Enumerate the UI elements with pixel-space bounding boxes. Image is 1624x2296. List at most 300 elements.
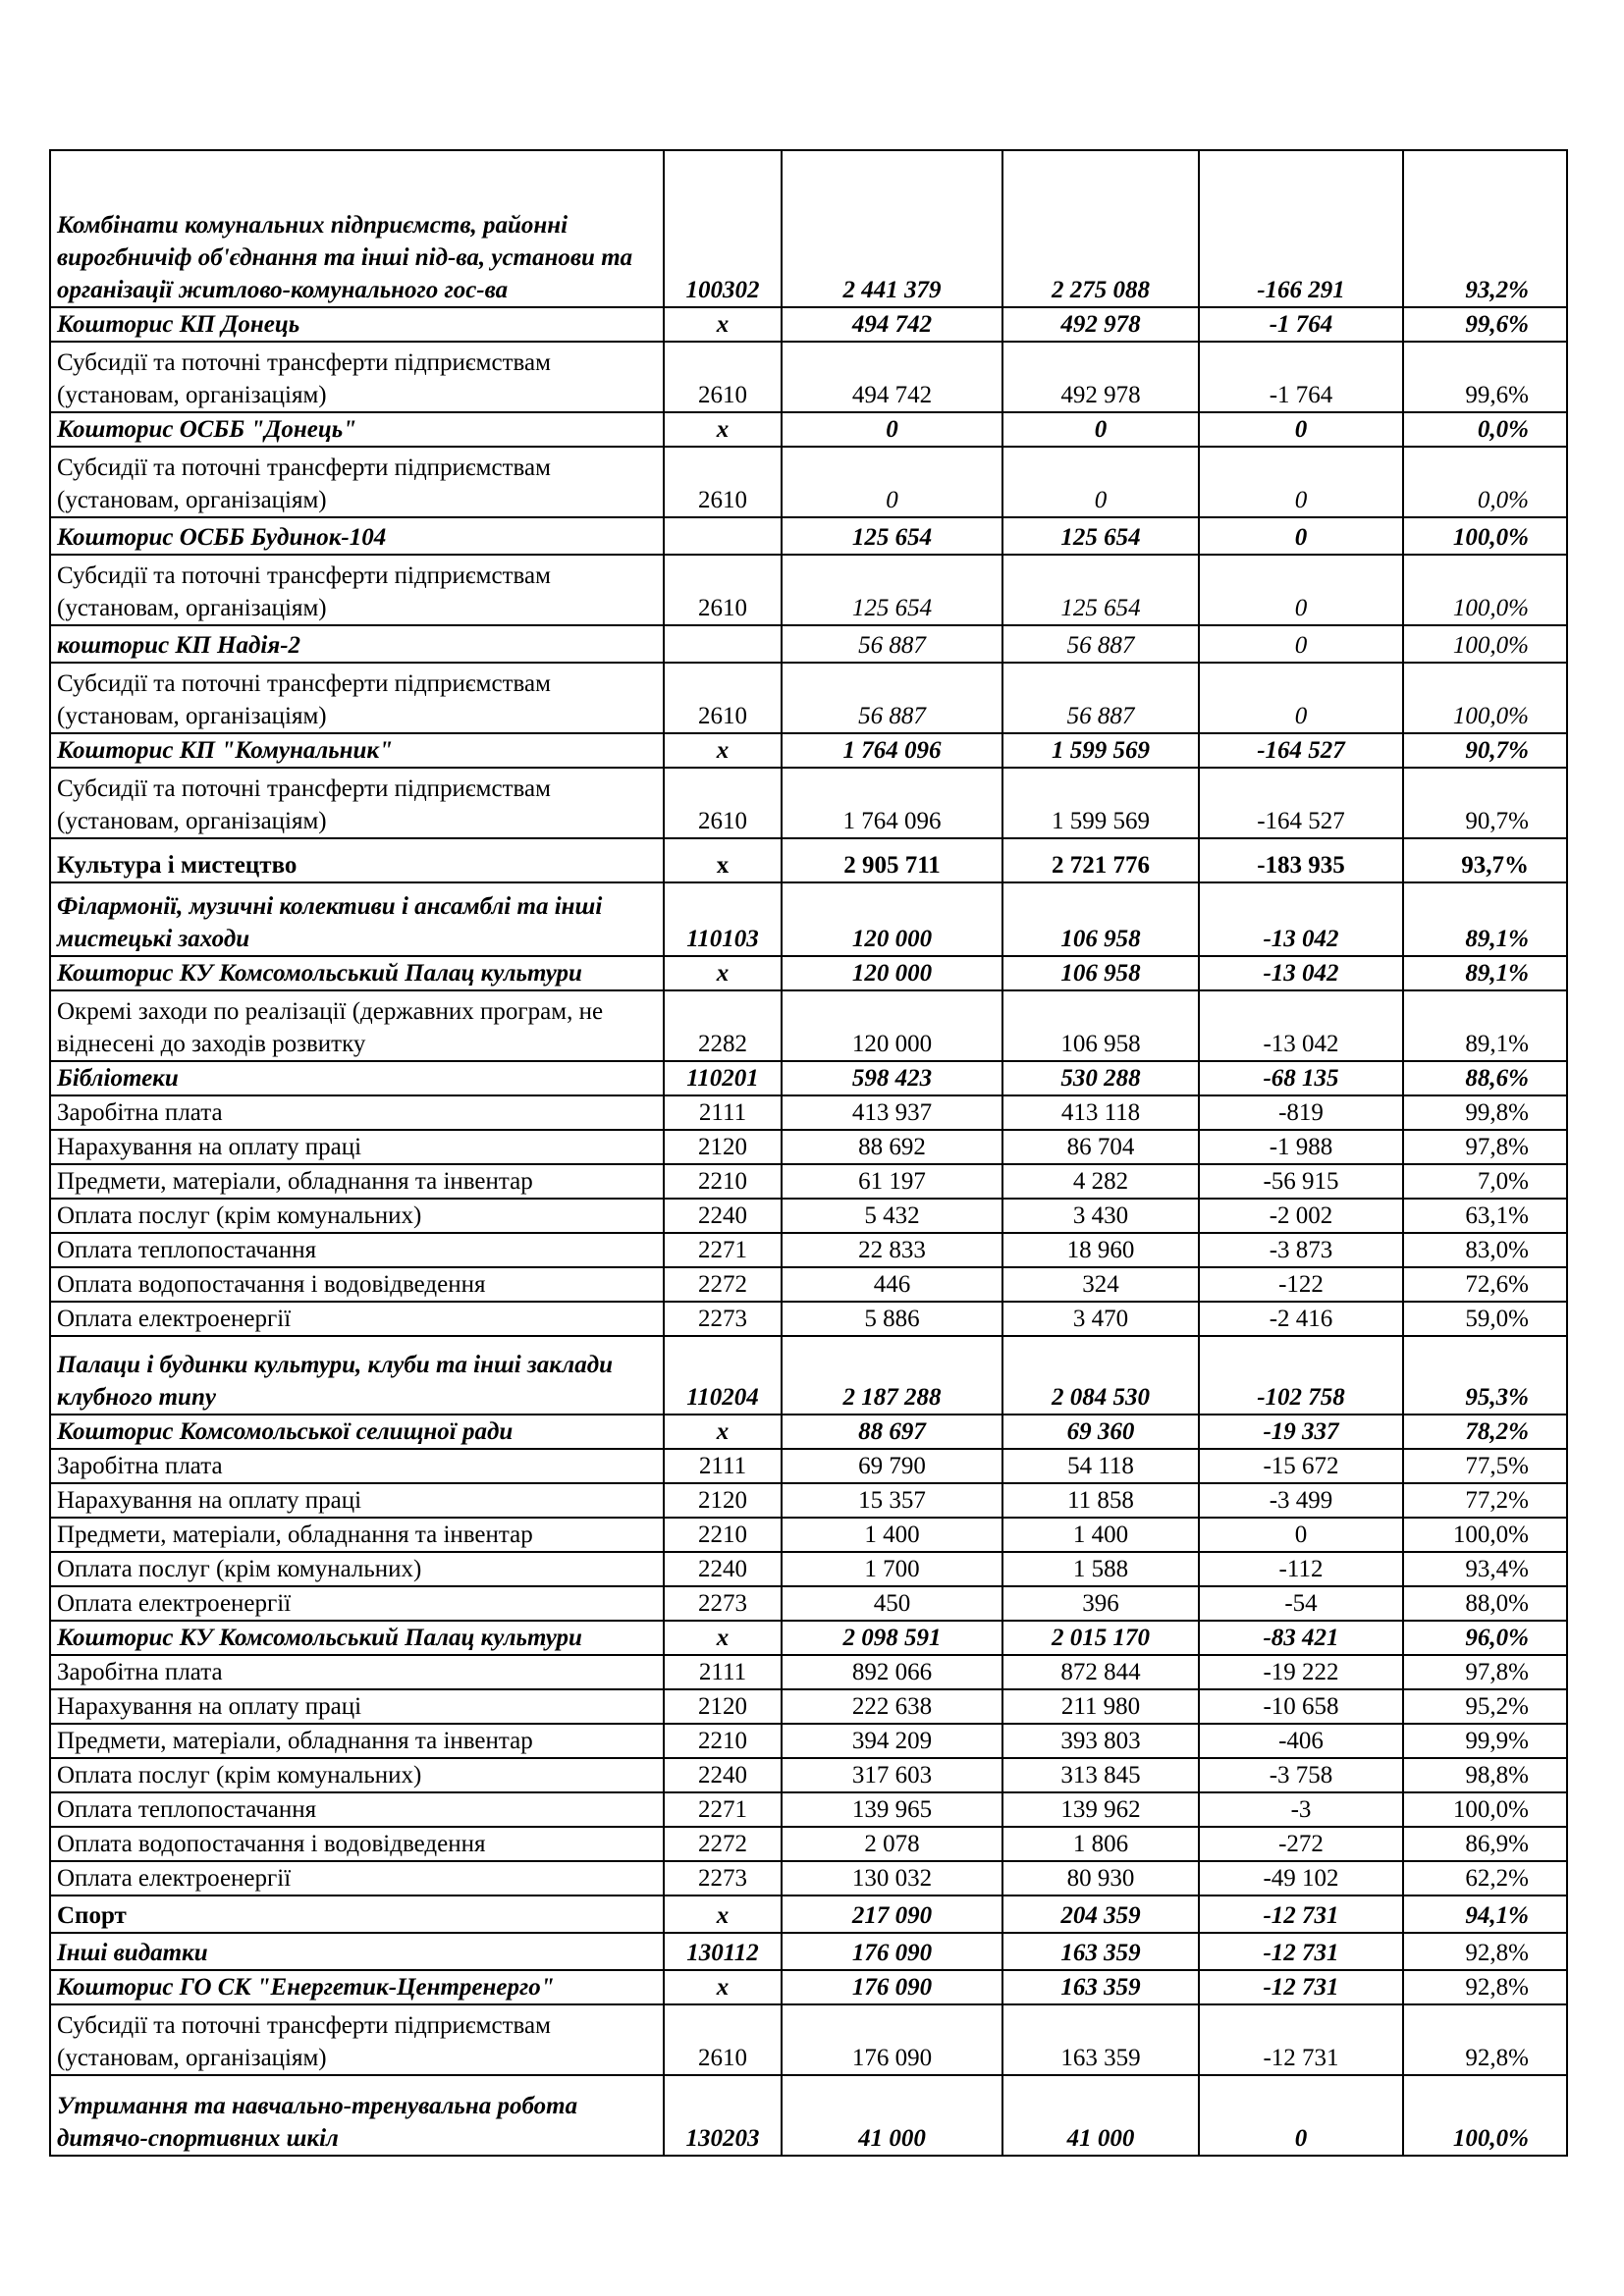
item-code: 2111 [664,1655,782,1689]
actual-amount: 125 654 [1002,517,1199,555]
actual-amount: 163 359 [1002,1933,1199,1970]
actual-amount: 106 958 [1002,990,1199,1061]
deviation-amount: -54 [1199,1586,1403,1621]
deviation-amount: -406 [1199,1724,1403,1758]
actual-amount: 413 118 [1002,1095,1199,1130]
table-row [50,1792,1567,1827]
actual-amount: 2 084 530 [1002,1336,1199,1415]
item-name: Бібліотеки [50,1061,664,1095]
item-code: 2610 [664,555,782,625]
item-code: 2273 [664,1861,782,1896]
item-name: Культура і мистецтво [50,838,664,882]
planned-amount: 120 000 [782,882,1002,956]
planned-amount: 413 937 [782,1095,1002,1130]
planned-amount: 61 197 [782,1164,1002,1199]
deviation-amount: -1 764 [1199,307,1403,342]
table-row [50,447,1567,517]
deviation-amount: -3 499 [1199,1483,1403,1518]
item-name: Заробітна плата [50,1655,664,1689]
execution-percent: 88,6% [1403,1061,1567,1095]
actual-amount: 4 282 [1002,1164,1199,1199]
execution-percent: 89,1% [1403,882,1567,956]
table-row [50,1861,1567,1896]
planned-amount: 446 [782,1267,1002,1302]
planned-amount: 2 098 591 [782,1621,1002,1655]
item-code: х [664,1896,782,1933]
deviation-amount: -122 [1199,1267,1403,1302]
item-name: Заробітна плата [50,1449,664,1483]
deviation-amount: -1 988 [1199,1130,1403,1164]
table-row [50,1061,1567,1095]
execution-percent: 89,1% [1403,956,1567,990]
deviation-amount: -68 135 [1199,1061,1403,1095]
table-row [50,733,1567,768]
table-row [50,1199,1567,1233]
execution-percent: 72,6% [1403,1267,1567,1302]
actual-amount: 1 400 [1002,1518,1199,1552]
planned-amount: 176 090 [782,1970,1002,2004]
execution-percent: 62,2% [1403,1861,1567,1896]
item-name: Нарахування на оплату праці [50,1483,664,1518]
actual-amount: 492 978 [1002,342,1199,412]
deviation-amount: -166 291 [1199,150,1403,307]
item-name: Оплата електроенергії [50,1861,664,1896]
actual-amount: 163 359 [1002,2004,1199,2075]
execution-percent: 63,1% [1403,1199,1567,1233]
actual-amount: 106 958 [1002,956,1199,990]
item-code: х [664,838,782,882]
deviation-amount: -15 672 [1199,1449,1403,1483]
planned-amount: 2 905 711 [782,838,1002,882]
deviation-amount: 0 [1199,555,1403,625]
item-code: 2210 [664,1164,782,1199]
actual-amount: 54 118 [1002,1449,1199,1483]
item-name: Субсидії та поточні трансферти підприємствам (установам, організаціям) [50,342,664,412]
item-name: Предмети, матеріали, обладнання та інвентар [50,1164,664,1199]
execution-percent: 83,0% [1403,1233,1567,1267]
planned-amount: 125 654 [782,555,1002,625]
deviation-amount: -164 527 [1199,768,1403,838]
planned-amount: 139 965 [782,1792,1002,1827]
actual-amount: 1 599 569 [1002,733,1199,768]
execution-percent: 90,7% [1403,733,1567,768]
table-row [50,1552,1567,1586]
execution-percent: 92,8% [1403,2004,1567,2075]
table-row [50,663,1567,733]
planned-amount: 125 654 [782,517,1002,555]
actual-amount: 11 858 [1002,1483,1199,1518]
execution-percent: 100,0% [1403,1518,1567,1552]
item-code: х [664,412,782,447]
table-row [50,1267,1567,1302]
planned-amount: 22 833 [782,1233,1002,1267]
table-row [50,517,1567,555]
item-name: Кошторис КУ Комсомольський Палац культури [50,956,664,990]
item-code: х [664,1621,782,1655]
actual-amount: 56 887 [1002,663,1199,733]
deviation-amount: -3 758 [1199,1758,1403,1792]
actual-amount: 86 704 [1002,1130,1199,1164]
table-row [50,1621,1567,1655]
deviation-amount: -12 731 [1199,2004,1403,2075]
item-name: Оплата теплопостачання [50,1233,664,1267]
item-code: 2610 [664,768,782,838]
actual-amount: 492 978 [1002,307,1199,342]
table-row [50,1689,1567,1724]
execution-percent: 77,5% [1403,1449,1567,1483]
deviation-amount: -102 758 [1199,1336,1403,1415]
item-name: Оплата послуг (крім комунальних) [50,1758,664,1792]
item-name: Палаци і будинки культури, клуби та інші заклади клубного типу [50,1336,664,1415]
execution-percent: 92,8% [1403,1933,1567,1970]
item-code: 2610 [664,663,782,733]
actual-amount: 2 015 170 [1002,1621,1199,1655]
execution-percent: 89,1% [1403,990,1567,1061]
actual-amount: 2 721 776 [1002,838,1199,882]
item-code: х [664,956,782,990]
actual-amount: 0 [1002,412,1199,447]
item-code: х [664,733,782,768]
item-name: Оплата електроенергії [50,1302,664,1336]
item-code: 130112 [664,1933,782,1970]
planned-amount: 176 090 [782,1933,1002,1970]
deviation-amount: -56 915 [1199,1164,1403,1199]
item-code: 2240 [664,1199,782,1233]
actual-amount: 139 962 [1002,1792,1199,1827]
execution-percent: 86,9% [1403,1827,1567,1861]
execution-percent: 99,8% [1403,1095,1567,1130]
execution-percent: 77,2% [1403,1483,1567,1518]
table-row [50,1336,1567,1415]
item-name: Субсидії та поточні трансферти підприємствам (установам, організаціям) [50,768,664,838]
item-name: Окремі заходи по реалізації (державних програм, не віднесені до заходів розвитку [50,990,664,1061]
table-row [50,150,1567,307]
planned-amount: 394 209 [782,1724,1002,1758]
item-code: 2111 [664,1449,782,1483]
item-code [664,517,782,555]
item-code: 2210 [664,1518,782,1552]
execution-percent: 97,8% [1403,1655,1567,1689]
item-code: 100302 [664,150,782,307]
planned-amount: 56 887 [782,625,1002,663]
item-code: 2240 [664,1758,782,1792]
planned-amount: 120 000 [782,956,1002,990]
item-code: 2272 [664,1827,782,1861]
actual-amount: 106 958 [1002,882,1199,956]
table-row [50,1970,1567,2004]
table-row [50,882,1567,956]
item-name: Інші видатки [50,1933,664,1970]
item-code: 2240 [664,1552,782,1586]
execution-percent: 100,0% [1403,555,1567,625]
execution-percent: 94,1% [1403,1896,1567,1933]
deviation-amount: 0 [1199,1518,1403,1552]
planned-amount: 15 357 [782,1483,1002,1518]
item-name: Нарахування на оплату праці [50,1689,664,1724]
item-code: х [664,1415,782,1449]
deviation-amount: -183 935 [1199,838,1403,882]
deviation-amount: -10 658 [1199,1689,1403,1724]
execution-percent: 100,0% [1403,2075,1567,2156]
execution-percent: 96,0% [1403,1621,1567,1655]
item-name: Філармонії, музичні колективи і ансамблі та інші мистецькі заходи [50,882,664,956]
deviation-amount: -83 421 [1199,1621,1403,1655]
table-row [50,2075,1567,2156]
table-row [50,625,1567,663]
table-row [50,1164,1567,1199]
item-name: Кошторис ГО СК "Енергетик-Центренерго" [50,1970,664,2004]
actual-amount: 1 599 569 [1002,768,1199,838]
actual-amount: 396 [1002,1586,1199,1621]
planned-amount: 130 032 [782,1861,1002,1896]
actual-amount: 56 887 [1002,625,1199,663]
deviation-amount: 0 [1199,625,1403,663]
deviation-amount: -13 042 [1199,956,1403,990]
planned-amount: 0 [782,447,1002,517]
table-row [50,1233,1567,1267]
deviation-amount: -19 337 [1199,1415,1403,1449]
planned-amount: 450 [782,1586,1002,1621]
table-row [50,1095,1567,1130]
planned-amount: 222 638 [782,1689,1002,1724]
execution-percent: 88,0% [1403,1586,1567,1621]
actual-amount: 2 275 088 [1002,150,1199,307]
item-name: Комбінати комунальних підприємств, районні вирогбничіф об'єднання та інші під-ва, установи та організації житлово-комунального гос-ва [50,150,664,307]
deviation-amount: -272 [1199,1827,1403,1861]
planned-amount: 2 078 [782,1827,1002,1861]
actual-amount: 41 000 [1002,2075,1199,2156]
planned-amount: 2 441 379 [782,150,1002,307]
table-row [50,1586,1567,1621]
item-code: 2610 [664,342,782,412]
item-name: Оплата теплопостачання [50,1792,664,1827]
actual-amount: 69 360 [1002,1415,1199,1449]
planned-amount: 494 742 [782,307,1002,342]
item-code: 2120 [664,1130,782,1164]
actual-amount: 872 844 [1002,1655,1199,1689]
item-name: Нарахування на оплату праці [50,1130,664,1164]
table-row [50,2004,1567,2075]
table-row [50,1655,1567,1689]
planned-amount: 88 692 [782,1130,1002,1164]
actual-amount: 324 [1002,1267,1199,1302]
planned-amount: 88 697 [782,1415,1002,1449]
item-name: Кошторис Комсомольської селищної ради [50,1415,664,1449]
actual-amount: 163 359 [1002,1970,1199,2004]
planned-amount: 217 090 [782,1896,1002,1933]
item-name: кошторис КП Надія-2 [50,625,664,663]
execution-percent: 98,8% [1403,1758,1567,1792]
planned-amount: 1 400 [782,1518,1002,1552]
table-row [50,412,1567,447]
item-code: 110204 [664,1336,782,1415]
actual-amount: 18 960 [1002,1233,1199,1267]
actual-amount: 0 [1002,447,1199,517]
planned-amount: 41 000 [782,2075,1002,2156]
item-code: 2210 [664,1724,782,1758]
item-code: 2111 [664,1095,782,1130]
item-code: 110103 [664,882,782,956]
item-code: 110201 [664,1061,782,1095]
item-name: Субсидії та поточні трансферти підприємствам (установам, організаціям) [50,447,664,517]
item-name: Кошторис КУ Комсомольський Палац культури [50,1621,664,1655]
item-name: Кошторис КП Донець [50,307,664,342]
execution-percent: 99,6% [1403,307,1567,342]
deviation-amount: 0 [1199,2075,1403,2156]
item-code [664,625,782,663]
deviation-amount: 0 [1199,517,1403,555]
item-name: Кошторис ОСББ Будинок-104 [50,517,664,555]
deviation-amount: -12 731 [1199,1896,1403,1933]
execution-percent: 0,0% [1403,412,1567,447]
actual-amount: 80 930 [1002,1861,1199,1896]
deviation-amount: -3 [1199,1792,1403,1827]
table-body [50,150,1567,2156]
table-row [50,342,1567,412]
deviation-amount: -12 731 [1199,1970,1403,2004]
deviation-amount: 0 [1199,447,1403,517]
item-code: 2610 [664,2004,782,2075]
table-row [50,307,1567,342]
actual-amount: 204 359 [1002,1896,1199,1933]
planned-amount: 5 432 [782,1199,1002,1233]
deviation-amount: -112 [1199,1552,1403,1586]
deviation-amount: -819 [1199,1095,1403,1130]
execution-percent: 99,9% [1403,1724,1567,1758]
table-row [50,1415,1567,1449]
item-name: Субсидії та поточні трансферти підприємствам (установам, організаціям) [50,2004,664,2075]
planned-amount: 1 764 096 [782,768,1002,838]
item-code: 2271 [664,1792,782,1827]
execution-percent: 95,3% [1403,1336,1567,1415]
table-row [50,1758,1567,1792]
item-code: 130203 [664,2075,782,2156]
item-code: 2272 [664,1267,782,1302]
execution-percent: 100,0% [1403,1792,1567,1827]
item-name: Кошторис КП "Комунальник" [50,733,664,768]
planned-amount: 120 000 [782,990,1002,1061]
planned-amount: 5 886 [782,1302,1002,1336]
table-row [50,1933,1567,1970]
planned-amount: 2 187 288 [782,1336,1002,1415]
table-row [50,1518,1567,1552]
item-code: 2282 [664,990,782,1061]
item-code: 2271 [664,1233,782,1267]
table-row [50,555,1567,625]
item-code: 2610 [664,447,782,517]
table-row [50,1483,1567,1518]
actual-amount: 125 654 [1002,555,1199,625]
execution-percent: 92,8% [1403,1970,1567,2004]
actual-amount: 3 430 [1002,1199,1199,1233]
execution-percent: 95,2% [1403,1689,1567,1724]
item-code: х [664,1970,782,2004]
execution-percent: 100,0% [1403,625,1567,663]
budget-table [49,149,1568,2157]
item-code: 2273 [664,1586,782,1621]
table-row [50,1827,1567,1861]
deviation-amount: -19 222 [1199,1655,1403,1689]
item-name: Оплата водопостачання і водовідведення [50,1267,664,1302]
item-code: 2120 [664,1689,782,1724]
item-name: Оплата послуг (крім комунальних) [50,1199,664,1233]
execution-percent: 78,2% [1403,1415,1567,1449]
execution-percent: 90,7% [1403,768,1567,838]
execution-percent: 59,0% [1403,1302,1567,1336]
execution-percent: 93,2% [1403,150,1567,307]
item-name: Заробітна плата [50,1095,664,1130]
deviation-amount: -13 042 [1199,990,1403,1061]
execution-percent: 100,0% [1403,663,1567,733]
item-name: Кошторис ОСББ "Донець" [50,412,664,447]
table-row [50,838,1567,882]
item-name: Предмети, матеріали, обладнання та інвентар [50,1724,664,1758]
execution-percent: 0,0% [1403,447,1567,517]
deviation-amount: 0 [1199,412,1403,447]
actual-amount: 1 588 [1002,1552,1199,1586]
actual-amount: 393 803 [1002,1724,1199,1758]
deviation-amount: -164 527 [1199,733,1403,768]
execution-percent: 7,0% [1403,1164,1567,1199]
item-code: 2120 [664,1483,782,1518]
item-name: Субсидії та поточні трансферти підприємствам (установам, організаціям) [50,663,664,733]
item-name: Оплата послуг (крім комунальних) [50,1552,664,1586]
execution-percent: 99,6% [1403,342,1567,412]
planned-amount: 69 790 [782,1449,1002,1483]
deviation-amount: -2 416 [1199,1302,1403,1336]
actual-amount: 3 470 [1002,1302,1199,1336]
planned-amount: 0 [782,412,1002,447]
deviation-amount: -2 002 [1199,1199,1403,1233]
item-name: Утримання та навчально-тренувальна робота дитячо-спортивних шкіл [50,2075,664,2156]
actual-amount: 530 288 [1002,1061,1199,1095]
execution-percent: 100,0% [1403,517,1567,555]
planned-amount: 1 764 096 [782,733,1002,768]
planned-amount: 892 066 [782,1655,1002,1689]
table-row [50,990,1567,1061]
planned-amount: 494 742 [782,342,1002,412]
deviation-amount: -1 764 [1199,342,1403,412]
item-name: Предмети, матеріали, обладнання та інвентар [50,1518,664,1552]
deviation-amount: -12 731 [1199,1933,1403,1970]
actual-amount: 1 806 [1002,1827,1199,1861]
deviation-amount: 0 [1199,663,1403,733]
table-row [50,1724,1567,1758]
actual-amount: 211 980 [1002,1689,1199,1724]
item-code: 2273 [664,1302,782,1336]
item-name: Оплата водопостачання і водовідведення [50,1827,664,1861]
execution-percent: 93,4% [1403,1552,1567,1586]
planned-amount: 317 603 [782,1758,1002,1792]
table-row [50,956,1567,990]
table-row [50,1896,1567,1933]
item-name: Субсидії та поточні трансферти підприємствам (установам, організаціям) [50,555,664,625]
deviation-amount: -13 042 [1199,882,1403,956]
planned-amount: 176 090 [782,2004,1002,2075]
item-code: х [664,307,782,342]
table-row [50,1449,1567,1483]
deviation-amount: -49 102 [1199,1861,1403,1896]
deviation-amount: -3 873 [1199,1233,1403,1267]
table-row [50,1130,1567,1164]
actual-amount: 313 845 [1002,1758,1199,1792]
table-row [50,1302,1567,1336]
execution-percent: 93,7% [1403,838,1567,882]
execution-percent: 97,8% [1403,1130,1567,1164]
planned-amount: 598 423 [782,1061,1002,1095]
planned-amount: 1 700 [782,1552,1002,1586]
table-row [50,768,1567,838]
